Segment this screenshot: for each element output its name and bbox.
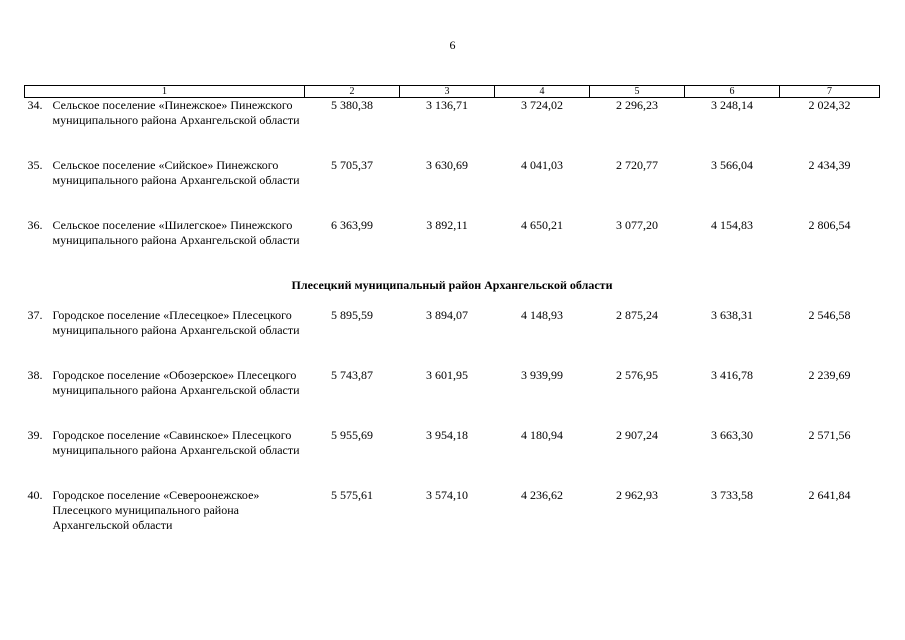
table-header-row [25, 86, 880, 98]
value-cell: 3 601,95 [426, 368, 468, 382]
table-row [25, 428, 880, 488]
value-cell: 2 296,23 [616, 98, 658, 112]
value-cell: 3 724,02 [521, 98, 563, 112]
value-cell: 2 546,58 [808, 308, 851, 322]
value-cell: 5 895,59 [331, 308, 373, 322]
value-cell: 3 574,10 [426, 488, 468, 502]
table-row [25, 368, 880, 428]
value-cell: 2 962,93 [616, 488, 658, 502]
table-row [25, 488, 880, 548]
value-cell: 3 416,78 [711, 368, 753, 382]
value-cell: 3 630,69 [426, 158, 468, 172]
value-cell: 5 575,61 [331, 488, 373, 502]
value-cell: 2 907,24 [616, 428, 658, 442]
value-cell: 5 380,38 [331, 98, 373, 112]
value-cell: 3 733,58 [711, 488, 753, 502]
column-header: 3 [400, 86, 495, 98]
table-row [25, 158, 880, 218]
data-table [24, 85, 880, 548]
value-cell: 3 566,04 [711, 158, 753, 172]
value-cell: 2 239,69 [808, 368, 851, 382]
row-number: 35. [27, 158, 43, 172]
settlement-cell [25, 368, 305, 428]
value-cell: 2 806,54 [808, 218, 851, 232]
page-number: 6 [449, 38, 456, 52]
table-row [25, 98, 880, 159]
value-cell: 3 663,30 [711, 428, 753, 442]
column-header: 6 [685, 86, 780, 98]
row-number: 34. [27, 98, 43, 112]
settlement-cell [25, 428, 305, 488]
value-cell: 2 434,39 [808, 158, 851, 172]
settlement-name: Городское поселение «Плесецкое» Плесецкого муниципального района Архангельской области [52, 308, 300, 337]
value-cell: 2 875,24 [616, 308, 658, 322]
settlement-cell [25, 218, 305, 278]
settlement-cell [25, 98, 305, 159]
settlement-name: Сельское поселение «Сийское» Пинежского муниципального района Архангельской области [52, 158, 300, 187]
row-number: 38. [27, 368, 43, 382]
settlement-name: Городское поселение «Обозерское» Плесецкого муниципального района Архангельской области [52, 368, 300, 397]
value-cell: 2 641,84 [808, 488, 851, 502]
settlement-name: Городское поселение «Североонежское» Плесецкого муниципального района Архангельской области [52, 488, 260, 532]
value-cell: 3 892,11 [426, 218, 468, 232]
row-number: 40. [27, 488, 43, 502]
settlement-cell [25, 308, 305, 368]
value-cell: 5 705,37 [331, 158, 373, 172]
column-header: 2 [305, 86, 400, 98]
row-number: 36. [27, 218, 43, 232]
value-cell: 4 236,62 [521, 488, 563, 502]
settlement-cell [25, 488, 305, 548]
value-cell: 6 363,99 [331, 218, 373, 232]
table-row [25, 308, 880, 368]
table-row [25, 218, 880, 278]
value-cell: 2 576,95 [616, 368, 658, 382]
value-cell: 2 571,56 [808, 428, 851, 442]
value-cell: 4 180,94 [521, 428, 563, 442]
value-cell: 3 248,14 [711, 98, 753, 112]
value-cell: 4 650,21 [521, 218, 563, 232]
section-row [25, 278, 880, 308]
value-cell: 4 041,03 [521, 158, 563, 172]
value-cell: 5 743,87 [331, 368, 373, 382]
value-cell: 3 954,18 [426, 428, 468, 442]
settlement-cell [25, 158, 305, 218]
column-header: 7 [780, 86, 880, 98]
section-heading: Плесецкий муниципальный район Архангельской области [291, 278, 613, 292]
value-cell: 3 638,31 [711, 308, 753, 322]
value-cell: 5 955,69 [331, 428, 373, 442]
value-cell: 3 077,20 [616, 218, 658, 232]
column-header: 4 [495, 86, 590, 98]
value-cell: 3 894,07 [426, 308, 468, 322]
settlement-name: Сельское поселение «Шилегское» Пинежского муниципального района Архангельской области [52, 218, 300, 247]
value-cell: 4 148,93 [521, 308, 563, 322]
value-cell: 3 136,71 [426, 98, 468, 112]
column-header: 1 [25, 86, 305, 98]
value-cell: 2 024,32 [808, 98, 851, 112]
row-number: 37. [27, 308, 43, 322]
value-cell: 2 720,77 [616, 158, 658, 172]
column-header: 5 [590, 86, 685, 98]
value-cell: 4 154,83 [711, 218, 753, 232]
row-number: 39. [27, 428, 43, 442]
value-cell: 3 939,99 [521, 368, 563, 382]
settlement-name: Сельское поселение «Пинежское» Пинежского муниципального района Архангельской области [52, 98, 300, 127]
settlement-name: Городское поселение «Савинское» Плесецкого муниципального района Архангельской области [52, 428, 300, 457]
